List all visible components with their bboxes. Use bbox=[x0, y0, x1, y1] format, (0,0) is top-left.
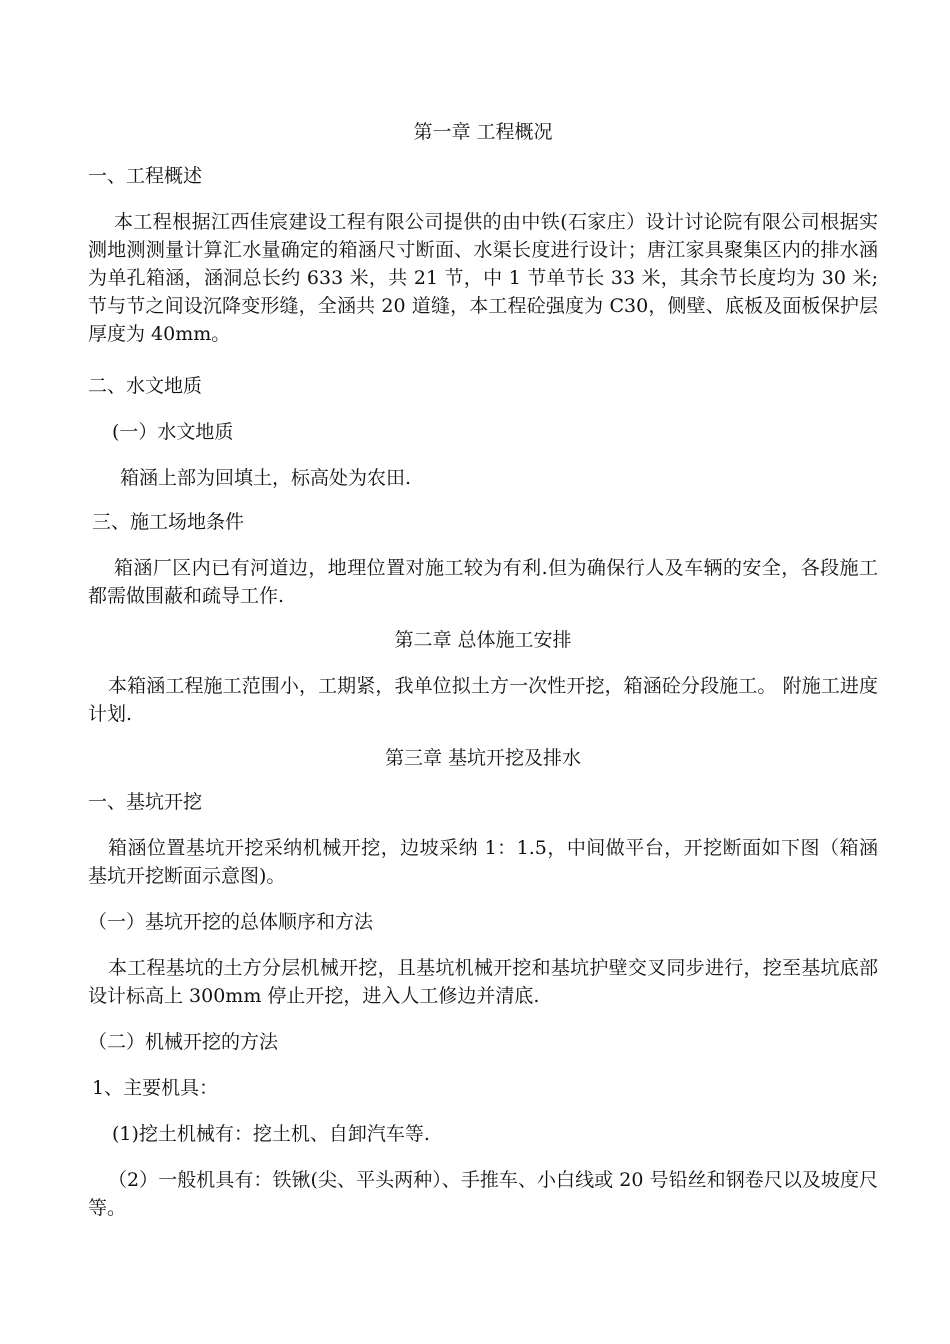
chapter-2-title: 第二章 总体施工安排 bbox=[394, 629, 572, 651]
chapter-3-subsection-1-title: （一）基坑开挖的总体顺序和方法 bbox=[88, 911, 374, 933]
chapter-3-section-1-title: 一、基坑开挖 bbox=[88, 791, 203, 813]
chapter-3-subsection-1-paragraph: 本工程基坑的土方分层机械开挖，且基坑机械开挖和基坑护壁交叉同步进行，挖至基坑底部设计标高上 300mm 停止开挖，进入人工修边并清底. bbox=[88, 957, 878, 1007]
chapter-3-item-1-b: （2）一般机具有：铁锹(尖、平头两种）、手推车、小白线或 20 号铅丝和钢卷尺以及坡度尺等。 bbox=[88, 1169, 878, 1219]
chapter-3-title: 第三章 基坑开挖及排水 bbox=[384, 747, 582, 769]
section-2-title: 二、水文地质 bbox=[88, 375, 203, 397]
chapter-3-section-1-paragraph: 箱涵位置基坑开挖采纳机械开挖，边坡采纳 1：1.5，中间做平台，开挖断面如下图（箱涵基坑开挖断面示意图)。 bbox=[88, 837, 878, 887]
section-2-subtitle: (一）水文地质 bbox=[112, 421, 234, 443]
chapter-2-paragraph: 本箱涵工程施工范围小，工期紧，我单位拟土方一次性开挖，箱涵砼分段施工。 附施工进度计划. bbox=[88, 675, 878, 725]
document-page bbox=[88, 118, 878, 1222]
section-3-title: 三、施工场地条件 bbox=[92, 511, 245, 533]
chapter-1-title: 第一章 工程概况 bbox=[413, 121, 553, 143]
chapter-3-item-1-title: 1、主要机具： bbox=[92, 1077, 219, 1099]
chapter-3-subsection-2-title: （二）机械开挖的方法 bbox=[88, 1031, 279, 1053]
section-1-title: 一、工程概述 bbox=[88, 165, 203, 187]
chapter-3-item-1-a: (1)挖土机械有：挖土机、自卸汽车等. bbox=[112, 1123, 430, 1145]
section-3-paragraph: 箱涵厂区内已有河道边，地理位置对施工较为有利.但为确保行人及车辆的安全，各段施工都需做围蔽和疏导工作. bbox=[88, 557, 878, 607]
section-2-paragraph: 箱涵上部为回填土，标高处为农田. bbox=[120, 467, 412, 489]
section-1-paragraph: 本工程根据江西佳宸建设工程有限公司提供的由中铁(石家庄）设计讨论院有限公司根据实测地测测量计算汇水量确定的箱涵尺寸断面、水渠长度进行设计；唐江家具聚集区内的排水涵为单孔箱涵，涵洞总长约 633 米，共 21 节，中 1 节单节长 33 米，其余节长度均为 30 米;节与节之间设沉降变形缝，全涵共 20 道缝，本工程砼强度为 C30，侧壁、底板及面板保护层厚度为 40mm。 bbox=[88, 211, 878, 345]
